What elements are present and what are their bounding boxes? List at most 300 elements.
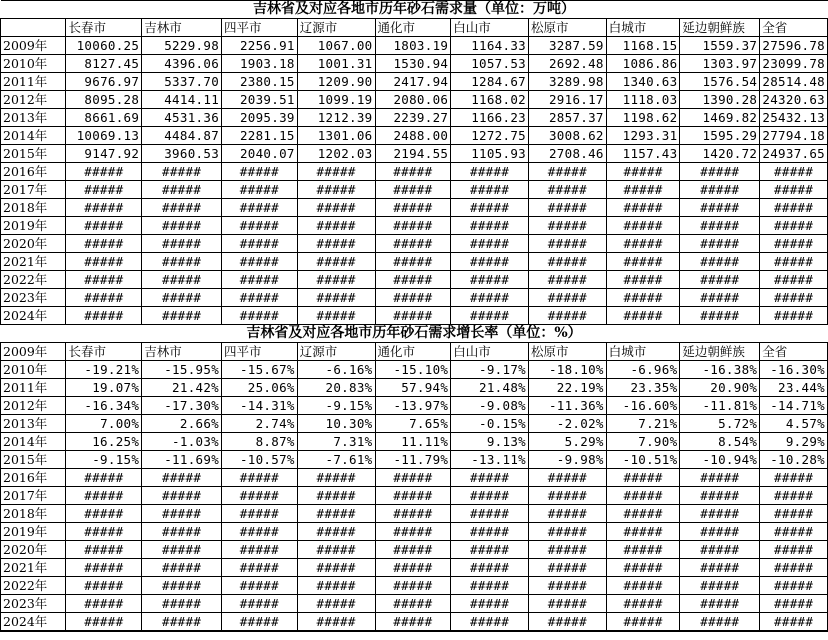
table1-value-cell[interactable]: 1001.31: [297, 55, 375, 73]
table2-value-cell[interactable]: #####: [222, 541, 298, 559]
table2-value-cell[interactable]: #####: [222, 559, 298, 577]
table1-value-cell[interactable]: #####: [222, 307, 298, 325]
table2-value-cell[interactable]: 7.00%: [66, 415, 142, 433]
table1-column-header[interactable]: 白山市: [451, 19, 529, 37]
table2-value-cell[interactable]: #####: [451, 577, 529, 595]
table2-value-cell[interactable]: #####: [760, 595, 828, 613]
table1-column-header[interactable]: 长春市: [66, 19, 142, 37]
table2-year-cell[interactable]: 2017年: [1, 487, 66, 505]
table2-title[interactable]: 吉林省及对应各地市历年砂石需求增长率（单位：%）: [1, 325, 828, 343]
table1-value-cell[interactable]: #####: [297, 181, 375, 199]
table2-value-cell[interactable]: #####: [680, 577, 760, 595]
table2-value-cell[interactable]: #####: [297, 487, 375, 505]
table1-value-cell[interactable]: 25432.13: [760, 109, 828, 127]
table2-year-cell[interactable]: 2020年: [1, 541, 66, 559]
table2-value-cell[interactable]: #####: [760, 487, 828, 505]
table1-value-cell[interactable]: #####: [297, 163, 375, 181]
table1-value-cell[interactable]: 5337.70: [142, 73, 222, 91]
table2-value-cell[interactable]: -15.67%: [222, 361, 298, 379]
table2-value-cell[interactable]: #####: [606, 595, 680, 613]
table1-value-cell[interactable]: 1293.31: [606, 127, 680, 145]
table2-year-cell[interactable]: 2013年: [1, 415, 66, 433]
table1-value-cell[interactable]: #####: [528, 217, 606, 235]
table1-value-cell[interactable]: 1530.94: [375, 55, 451, 73]
table2-value-cell[interactable]: 7.90%: [606, 433, 680, 451]
table1-value-cell[interactable]: #####: [66, 271, 142, 289]
table2-year-cell[interactable]: 2019年: [1, 523, 66, 541]
table1-value-cell[interactable]: #####: [142, 307, 222, 325]
table1-value-cell[interactable]: #####: [760, 271, 828, 289]
table2-value-cell[interactable]: -10.94%: [680, 451, 760, 469]
table1-value-cell[interactable]: 2857.37: [528, 109, 606, 127]
table1-value-cell[interactable]: 2708.46: [528, 145, 606, 163]
table2-value-cell[interactable]: 25.06%: [222, 379, 298, 397]
table1-value-cell[interactable]: #####: [297, 199, 375, 217]
table1-value-cell[interactable]: 1118.03: [606, 91, 680, 109]
table1-value-cell[interactable]: #####: [451, 253, 529, 271]
table1-value-cell[interactable]: 2417.94: [375, 73, 451, 91]
table2-value-cell[interactable]: -9.15%: [297, 397, 375, 415]
table2-value-cell[interactable]: -11.79%: [375, 451, 451, 469]
table1-value-cell[interactable]: #####: [297, 271, 375, 289]
table2-value-cell[interactable]: #####: [451, 595, 529, 613]
table2-value-cell[interactable]: 19.07%: [66, 379, 142, 397]
table2-value-cell[interactable]: #####: [451, 487, 529, 505]
table1-value-cell[interactable]: 1303.97: [680, 55, 760, 73]
table1-value-cell[interactable]: #####: [222, 163, 298, 181]
table1-value-cell[interactable]: 5229.98: [142, 37, 222, 55]
table2-value-cell[interactable]: #####: [142, 541, 222, 559]
table1-value-cell[interactable]: 27794.18: [760, 127, 828, 145]
table2-value-cell[interactable]: #####: [375, 523, 451, 541]
table1-value-cell[interactable]: #####: [760, 217, 828, 235]
table1-value-cell[interactable]: 1099.19: [297, 91, 375, 109]
table2-value-cell[interactable]: 21.48%: [451, 379, 529, 397]
table2-column-header[interactable]: 通化市: [375, 343, 451, 361]
table2-value-cell[interactable]: 16.25%: [66, 433, 142, 451]
table2-value-cell[interactable]: #####: [528, 523, 606, 541]
table2-value-cell[interactable]: 2.74%: [222, 415, 298, 433]
table2-value-cell[interactable]: #####: [680, 487, 760, 505]
table2-value-cell[interactable]: #####: [760, 559, 828, 577]
table1-value-cell[interactable]: #####: [451, 289, 529, 307]
table1-value-cell[interactable]: #####: [760, 199, 828, 217]
table1-value-cell[interactable]: 1301.06: [297, 127, 375, 145]
table1-value-cell[interactable]: 24937.65: [760, 145, 828, 163]
table2-value-cell[interactable]: #####: [680, 613, 760, 631]
table2-value-cell[interactable]: #####: [528, 487, 606, 505]
table2-value-cell[interactable]: #####: [528, 595, 606, 613]
table1-value-cell[interactable]: 10069.13: [66, 127, 142, 145]
table2-value-cell[interactable]: #####: [375, 469, 451, 487]
table2-value-cell[interactable]: #####: [451, 541, 529, 559]
table1-value-cell[interactable]: #####: [222, 271, 298, 289]
table1-year-cell[interactable]: 2022年: [1, 271, 66, 289]
table2-value-cell[interactable]: #####: [297, 577, 375, 595]
table2-value-cell[interactable]: #####: [375, 541, 451, 559]
table1-value-cell[interactable]: 8661.69: [66, 109, 142, 127]
table2-value-cell[interactable]: #####: [760, 505, 828, 523]
table2-header-corner[interactable]: 2009年: [1, 343, 66, 361]
table1-value-cell[interactable]: #####: [297, 217, 375, 235]
table1-year-cell[interactable]: 2011年: [1, 73, 66, 91]
table2-value-cell[interactable]: #####: [528, 469, 606, 487]
table1-value-cell[interactable]: #####: [222, 289, 298, 307]
table1-value-cell[interactable]: #####: [606, 271, 680, 289]
table2-value-cell[interactable]: #####: [528, 577, 606, 595]
table1-value-cell[interactable]: 9147.92: [66, 145, 142, 163]
table1-value-cell[interactable]: #####: [451, 199, 529, 217]
table2-value-cell[interactable]: -16.38%: [680, 361, 760, 379]
table2-value-cell[interactable]: 7.21%: [606, 415, 680, 433]
table1-value-cell[interactable]: #####: [222, 181, 298, 199]
table1-value-cell[interactable]: #####: [528, 181, 606, 199]
table1-value-cell[interactable]: #####: [606, 253, 680, 271]
table1-value-cell[interactable]: #####: [760, 163, 828, 181]
table1-value-cell[interactable]: #####: [760, 235, 828, 253]
table2-value-cell[interactable]: -11.36%: [528, 397, 606, 415]
table1-value-cell[interactable]: #####: [222, 253, 298, 271]
table2-value-cell[interactable]: -10.28%: [760, 451, 828, 469]
table2-value-cell[interactable]: #####: [680, 595, 760, 613]
table1-value-cell[interactable]: 24320.63: [760, 91, 828, 109]
table2-value-cell[interactable]: #####: [528, 505, 606, 523]
table2-column-header[interactable]: 白山市: [451, 343, 529, 361]
table1-value-cell[interactable]: 4484.87: [142, 127, 222, 145]
table2-value-cell[interactable]: -9.17%: [451, 361, 529, 379]
table1-value-cell[interactable]: 8127.45: [66, 55, 142, 73]
table1-value-cell[interactable]: 2239.27: [375, 109, 451, 127]
table2-value-cell[interactable]: #####: [297, 595, 375, 613]
table2-value-cell[interactable]: #####: [66, 577, 142, 595]
table2-value-cell[interactable]: 2.66%: [142, 415, 222, 433]
table1-year-cell[interactable]: 2020年: [1, 235, 66, 253]
table1-value-cell[interactable]: #####: [375, 199, 451, 217]
table2-value-cell[interactable]: -15.95%: [142, 361, 222, 379]
table2-year-cell[interactable]: 2012年: [1, 397, 66, 415]
table1-value-cell[interactable]: 3008.62: [528, 127, 606, 145]
table2-year-cell[interactable]: 2023年: [1, 595, 66, 613]
table1-value-cell[interactable]: 1209.90: [297, 73, 375, 91]
table2-value-cell[interactable]: 23.44%: [760, 379, 828, 397]
table1-value-cell[interactable]: #####: [142, 271, 222, 289]
table1-value-cell[interactable]: #####: [680, 163, 760, 181]
table2-column-header[interactable]: 四平市: [222, 343, 298, 361]
table1-header-corner[interactable]: [1, 19, 66, 37]
table1-year-cell[interactable]: 2014年: [1, 127, 66, 145]
table1-value-cell[interactable]: 1168.15: [606, 37, 680, 55]
table2-value-cell[interactable]: -2.02%: [528, 415, 606, 433]
table1-value-cell[interactable]: #####: [606, 235, 680, 253]
table1-value-cell[interactable]: 1168.02: [451, 91, 529, 109]
table1-value-cell[interactable]: #####: [680, 271, 760, 289]
table1-value-cell[interactable]: #####: [375, 163, 451, 181]
table2-value-cell[interactable]: 8.87%: [222, 433, 298, 451]
table1-value-cell[interactable]: #####: [528, 253, 606, 271]
table1-value-cell[interactable]: 10060.25: [66, 37, 142, 55]
table2-value-cell[interactable]: -10.57%: [222, 451, 298, 469]
table2-value-cell[interactable]: #####: [451, 613, 529, 631]
table2-value-cell[interactable]: #####: [66, 595, 142, 613]
table1-value-cell[interactable]: #####: [528, 289, 606, 307]
table1-column-header[interactable]: 延边朝鲜族: [680, 19, 760, 37]
table1-value-cell[interactable]: 1272.75: [451, 127, 529, 145]
table1-value-cell[interactable]: #####: [528, 199, 606, 217]
table1-value-cell[interactable]: #####: [297, 307, 375, 325]
table1-value-cell[interactable]: #####: [375, 181, 451, 199]
table1-value-cell[interactable]: 9676.97: [66, 73, 142, 91]
table2-value-cell[interactable]: #####: [680, 505, 760, 523]
table2-value-cell[interactable]: #####: [297, 469, 375, 487]
table1-value-cell[interactable]: #####: [606, 199, 680, 217]
table2-value-cell[interactable]: #####: [222, 469, 298, 487]
table1-value-cell[interactable]: #####: [66, 217, 142, 235]
table2-value-cell[interactable]: #####: [297, 541, 375, 559]
table1-title[interactable]: 吉林省及对应各地市历年砂石需求量（单位：万吨）: [1, 1, 828, 19]
table1-year-cell[interactable]: 2016年: [1, 163, 66, 181]
table2-value-cell[interactable]: -14.71%: [760, 397, 828, 415]
table1-value-cell[interactable]: #####: [66, 163, 142, 181]
table2-value-cell[interactable]: #####: [606, 487, 680, 505]
table1-value-cell[interactable]: 1340.63: [606, 73, 680, 91]
table1-value-cell[interactable]: #####: [680, 307, 760, 325]
table1-value-cell[interactable]: #####: [680, 217, 760, 235]
table2-value-cell[interactable]: 57.94%: [375, 379, 451, 397]
table2-value-cell[interactable]: -9.98%: [528, 451, 606, 469]
table1-column-header[interactable]: 白城市: [606, 19, 680, 37]
table2-value-cell[interactable]: #####: [760, 523, 828, 541]
table1-value-cell[interactable]: #####: [297, 235, 375, 253]
table1-value-cell[interactable]: 28514.48: [760, 73, 828, 91]
table2-value-cell[interactable]: 7.65%: [375, 415, 451, 433]
table1-value-cell[interactable]: #####: [142, 253, 222, 271]
table2-year-cell[interactable]: 2015年: [1, 451, 66, 469]
table1-value-cell[interactable]: 1903.18: [222, 55, 298, 73]
table1-value-cell[interactable]: 4396.06: [142, 55, 222, 73]
table2-value-cell[interactable]: #####: [297, 523, 375, 541]
table2-value-cell[interactable]: -11.81%: [680, 397, 760, 415]
table2-value-cell[interactable]: #####: [222, 577, 298, 595]
table1-value-cell[interactable]: #####: [375, 289, 451, 307]
table2-value-cell[interactable]: 8.54%: [680, 433, 760, 451]
table2-value-cell[interactable]: #####: [142, 613, 222, 631]
table1-value-cell[interactable]: #####: [451, 181, 529, 199]
table2-value-cell[interactable]: 9.29%: [760, 433, 828, 451]
table1-value-cell[interactable]: #####: [375, 217, 451, 235]
table1-year-cell[interactable]: 2023年: [1, 289, 66, 307]
table2-year-cell[interactable]: 2021年: [1, 559, 66, 577]
table1-value-cell[interactable]: 2080.06: [375, 91, 451, 109]
table2-value-cell[interactable]: #####: [375, 505, 451, 523]
table2-value-cell[interactable]: #####: [66, 487, 142, 505]
table1-column-header[interactable]: 松原市: [528, 19, 606, 37]
table2-value-cell[interactable]: #####: [222, 505, 298, 523]
table2-value-cell[interactable]: #####: [451, 505, 529, 523]
table1-value-cell[interactable]: 1202.03: [297, 145, 375, 163]
table1-year-cell[interactable]: 2021年: [1, 253, 66, 271]
table2-value-cell[interactable]: #####: [528, 559, 606, 577]
table1-value-cell[interactable]: #####: [528, 307, 606, 325]
table1-value-cell[interactable]: #####: [680, 235, 760, 253]
table1-value-cell[interactable]: #####: [606, 307, 680, 325]
table1-value-cell[interactable]: #####: [760, 181, 828, 199]
table2-value-cell[interactable]: #####: [66, 541, 142, 559]
table1-value-cell[interactable]: #####: [222, 217, 298, 235]
table2-column-header[interactable]: 白城市: [606, 343, 680, 361]
table2-value-cell[interactable]: #####: [222, 595, 298, 613]
table2-value-cell[interactable]: -7.61%: [297, 451, 375, 469]
table1-value-cell[interactable]: 8095.28: [66, 91, 142, 109]
table1-year-cell[interactable]: 2009年: [1, 37, 66, 55]
table1-value-cell[interactable]: 1166.23: [451, 109, 529, 127]
table2-value-cell[interactable]: #####: [142, 505, 222, 523]
table1-value-cell[interactable]: 1105.93: [451, 145, 529, 163]
table2-value-cell[interactable]: #####: [760, 541, 828, 559]
table1-value-cell[interactable]: 2095.39: [222, 109, 298, 127]
table2-value-cell[interactable]: #####: [451, 559, 529, 577]
table2-value-cell[interactable]: -13.11%: [451, 451, 529, 469]
table2-value-cell[interactable]: -0.15%: [451, 415, 529, 433]
table1-value-cell[interactable]: #####: [451, 163, 529, 181]
table2-value-cell[interactable]: #####: [222, 487, 298, 505]
table1-value-cell[interactable]: 2488.00: [375, 127, 451, 145]
table1-value-cell[interactable]: 2281.15: [222, 127, 298, 145]
table2-value-cell[interactable]: #####: [606, 505, 680, 523]
table2-value-cell[interactable]: -1.03%: [142, 433, 222, 451]
table1-value-cell[interactable]: #####: [375, 271, 451, 289]
table1-value-cell[interactable]: #####: [297, 253, 375, 271]
table1-value-cell[interactable]: #####: [66, 199, 142, 217]
table2-value-cell[interactable]: #####: [528, 613, 606, 631]
table1-value-cell[interactable]: 1212.39: [297, 109, 375, 127]
table1-value-cell[interactable]: #####: [297, 289, 375, 307]
table1-value-cell[interactable]: 4531.36: [142, 109, 222, 127]
table2-value-cell[interactable]: #####: [66, 613, 142, 631]
table2-value-cell[interactable]: #####: [451, 523, 529, 541]
table2-year-cell[interactable]: 2018年: [1, 505, 66, 523]
table1-value-cell[interactable]: 1198.62: [606, 109, 680, 127]
table1-value-cell[interactable]: #####: [66, 289, 142, 307]
table2-value-cell[interactable]: -10.51%: [606, 451, 680, 469]
table2-value-cell[interactable]: -13.97%: [375, 397, 451, 415]
table1-year-cell[interactable]: 2017年: [1, 181, 66, 199]
table2-value-cell[interactable]: #####: [297, 559, 375, 577]
table1-value-cell[interactable]: #####: [680, 199, 760, 217]
table2-value-cell[interactable]: -18.10%: [528, 361, 606, 379]
table2-value-cell[interactable]: #####: [680, 559, 760, 577]
table1-value-cell[interactable]: 2916.17: [528, 91, 606, 109]
table1-value-cell[interactable]: #####: [222, 199, 298, 217]
table2-value-cell[interactable]: -11.69%: [142, 451, 222, 469]
table2-value-cell[interactable]: #####: [451, 469, 529, 487]
table2-value-cell[interactable]: 22.19%: [528, 379, 606, 397]
table2-value-cell[interactable]: -6.16%: [297, 361, 375, 379]
table2-value-cell[interactable]: #####: [760, 469, 828, 487]
table2-value-cell[interactable]: #####: [142, 469, 222, 487]
table1-value-cell[interactable]: #####: [142, 163, 222, 181]
table1-value-cell[interactable]: 4414.11: [142, 91, 222, 109]
table2-year-cell[interactable]: 2024年: [1, 613, 66, 631]
table1-value-cell[interactable]: #####: [451, 307, 529, 325]
table1-value-cell[interactable]: 1420.72: [680, 145, 760, 163]
table2-value-cell[interactable]: -6.96%: [606, 361, 680, 379]
table1-value-cell[interactable]: #####: [66, 253, 142, 271]
table2-value-cell[interactable]: #####: [606, 523, 680, 541]
table1-value-cell[interactable]: #####: [606, 163, 680, 181]
table2-value-cell[interactable]: #####: [142, 577, 222, 595]
table1-value-cell[interactable]: #####: [528, 163, 606, 181]
table1-value-cell[interactable]: #####: [606, 181, 680, 199]
table2-value-cell[interactable]: #####: [606, 541, 680, 559]
table1-value-cell[interactable]: 3287.59: [528, 37, 606, 55]
table2-value-cell[interactable]: #####: [680, 469, 760, 487]
table1-value-cell[interactable]: #####: [451, 235, 529, 253]
table2-year-cell[interactable]: 2014年: [1, 433, 66, 451]
table1-year-cell[interactable]: 2019年: [1, 217, 66, 235]
table2-value-cell[interactable]: #####: [297, 613, 375, 631]
table1-year-cell[interactable]: 2010年: [1, 55, 66, 73]
table1-value-cell[interactable]: #####: [760, 307, 828, 325]
table1-value-cell[interactable]: 2039.51: [222, 91, 298, 109]
table2-value-cell[interactable]: #####: [142, 523, 222, 541]
table1-value-cell[interactable]: #####: [606, 289, 680, 307]
table2-value-cell[interactable]: -19.21%: [66, 361, 142, 379]
table1-year-cell[interactable]: 2018年: [1, 199, 66, 217]
table2-year-cell[interactable]: 2016年: [1, 469, 66, 487]
table1-value-cell[interactable]: 27596.78: [760, 37, 828, 55]
table1-value-cell[interactable]: #####: [66, 307, 142, 325]
table2-value-cell[interactable]: #####: [297, 505, 375, 523]
table1-value-cell[interactable]: #####: [222, 235, 298, 253]
table1-value-cell[interactable]: 23099.78: [760, 55, 828, 73]
table2-value-cell[interactable]: #####: [375, 595, 451, 613]
table1-value-cell[interactable]: 1595.29: [680, 127, 760, 145]
table1-value-cell[interactable]: 2692.48: [528, 55, 606, 73]
table2-value-cell[interactable]: #####: [222, 613, 298, 631]
table1-year-cell[interactable]: 2012年: [1, 91, 66, 109]
table1-value-cell[interactable]: 2380.15: [222, 73, 298, 91]
table2-value-cell[interactable]: #####: [66, 523, 142, 541]
table2-column-header[interactable]: 全省: [760, 343, 828, 361]
table1-value-cell[interactable]: 1057.53: [451, 55, 529, 73]
table2-value-cell[interactable]: #####: [606, 559, 680, 577]
table1-value-cell[interactable]: 3289.98: [528, 73, 606, 91]
table1-column-header[interactable]: 四平市: [222, 19, 298, 37]
table1-value-cell[interactable]: 1157.43: [606, 145, 680, 163]
table2-value-cell[interactable]: #####: [375, 487, 451, 505]
table1-value-cell[interactable]: 3960.53: [142, 145, 222, 163]
table1-value-cell[interactable]: #####: [451, 271, 529, 289]
table2-column-header[interactable]: 延边朝鲜族: [680, 343, 760, 361]
table1-value-cell[interactable]: 1086.86: [606, 55, 680, 73]
table2-column-header[interactable]: 吉林市: [142, 343, 222, 361]
table1-value-cell[interactable]: 2194.55: [375, 145, 451, 163]
table2-column-header[interactable]: 长春市: [66, 343, 142, 361]
table2-value-cell[interactable]: #####: [142, 487, 222, 505]
table2-value-cell[interactable]: 7.31%: [297, 433, 375, 451]
table2-value-cell[interactable]: 20.83%: [297, 379, 375, 397]
table2-value-cell[interactable]: #####: [142, 559, 222, 577]
table1-value-cell[interactable]: 1164.33: [451, 37, 529, 55]
table1-value-cell[interactable]: #####: [528, 235, 606, 253]
table1-column-header[interactable]: 全省: [760, 19, 828, 37]
table1-value-cell[interactable]: 1559.37: [680, 37, 760, 55]
table2-value-cell[interactable]: 4.57%: [760, 415, 828, 433]
table1-value-cell[interactable]: #####: [375, 235, 451, 253]
table2-value-cell[interactable]: #####: [680, 523, 760, 541]
table2-value-cell[interactable]: #####: [375, 559, 451, 577]
table1-value-cell[interactable]: #####: [375, 253, 451, 271]
